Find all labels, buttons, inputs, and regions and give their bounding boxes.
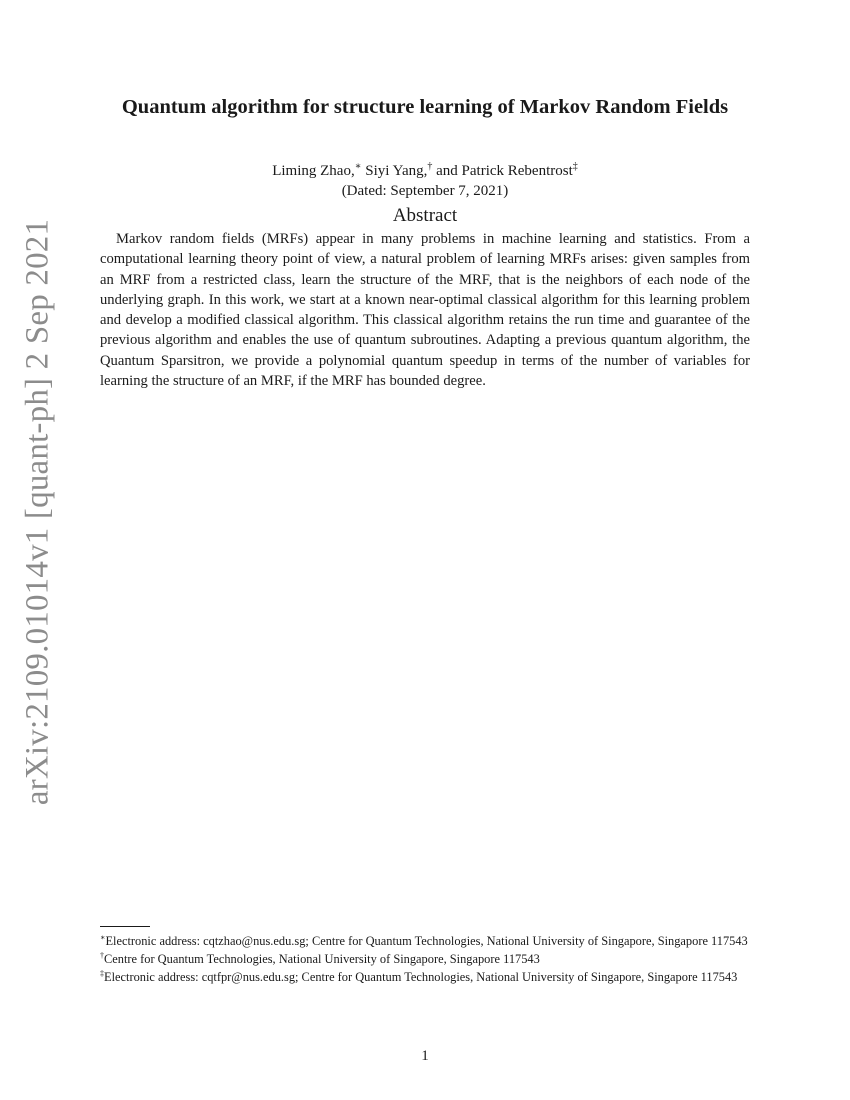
author-footnote-mark[interactable]: †: [427, 161, 433, 172]
footnote-mark: †: [100, 951, 104, 961]
author-list: [100, 161, 750, 181]
footnote-mark: ∗: [100, 933, 106, 942]
footnote-text: Electronic address: cqtfpr@nus.edu.sg; Centre for Quantum Technologies, National University of Singapore, Singapore 117543: [104, 970, 738, 985]
page-number: 1: [421, 1048, 429, 1064]
footnote-text: Electronic address: cqtzhao@nus.edu.sg; Centre for Quantum Technologies, National University of Singapore, Singapore 117543: [105, 934, 748, 948]
footnote-item: [100, 950, 750, 968]
footnotes: [100, 932, 750, 987]
abstract-heading: Abstract: [392, 205, 458, 226]
author-footnote-mark[interactable]: ‡: [572, 161, 578, 172]
arxiv-identifier-stamp: arXiv:2109.01014v1 [quant-ph] 2 Sep 2021: [19, 218, 56, 806]
paper-title: Quantum algorithm for structure learning of Markov Random Fields: [121, 96, 729, 118]
author-name: and Patrick Rebentrost: [436, 163, 573, 179]
author-name: Liming Zhao,: [272, 163, 355, 179]
footnote-item: [100, 968, 750, 986]
abstract-text: Markov random fields (MRFs) appear in many problems in machine learning and statistics. From a computational learning theory point of view, a natural problem of learning MRFs arises: given samples from an MRF from a restricted class, learn the structure of the MRF, that is the neighbors of each node of the underlying graph. In this work, we start at a known near-optimal classical algorithm for this learning problem and develop a modified classical algorithm. This classical algorithm retains the run time and guarantee of the previous algorithm and enables the use of quantum subroutines. Adapting a previous quantum algorithm, the Quantum Sparsitron, we provide a polynomial quantum speedup in terms of the number of variables for learning the structure of an MRF, if the MRF has bounded degree.: [100, 231, 750, 390]
author-name: Siyi Yang,: [365, 163, 428, 179]
footnote-text: Centre for Quantum Technologies, National University of Singapore, Singapore 117543: [104, 952, 540, 967]
footnote-divider: [100, 926, 150, 927]
footnote-item: [100, 932, 750, 950]
date-line: (Dated: September 7, 2021): [341, 183, 509, 199]
author-footnote-mark[interactable]: ∗: [354, 161, 362, 172]
footnote-mark: ‡: [100, 969, 104, 979]
